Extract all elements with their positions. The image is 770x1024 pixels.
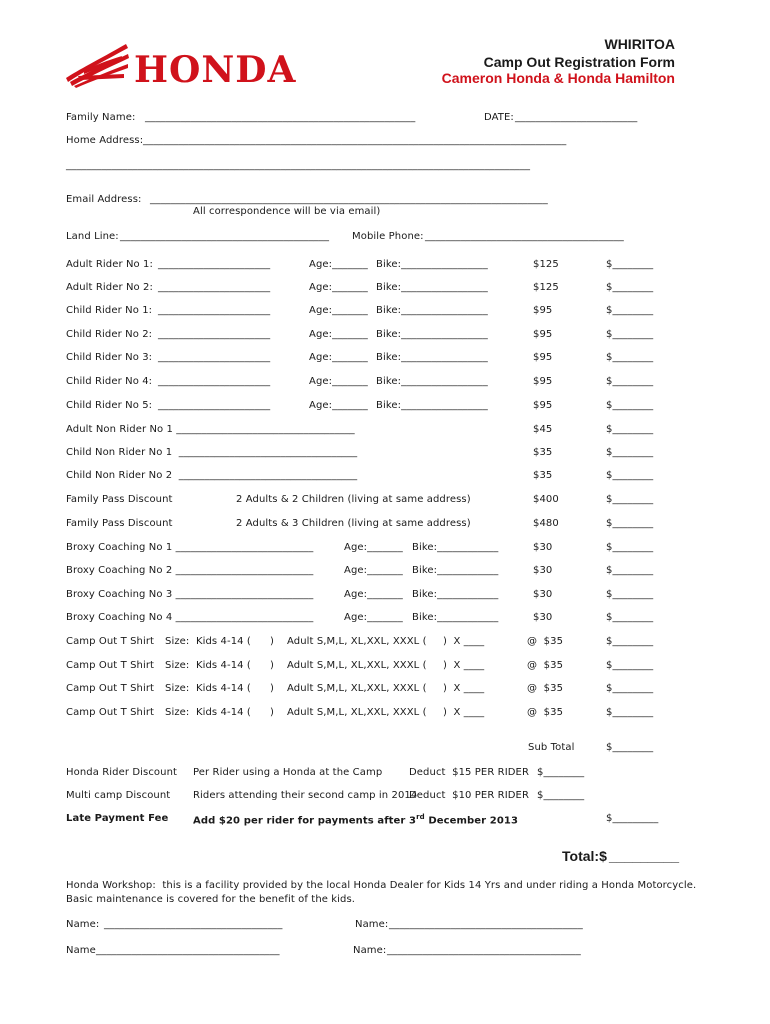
late-fee-label: Late Payment Fee xyxy=(66,813,169,824)
non-rider-amount-field[interactable]: $________ xyxy=(606,447,654,458)
rider-label: Child Rider No 2: xyxy=(66,329,153,340)
workshop-name-label: Name: xyxy=(355,919,389,930)
rider-bike-field[interactable]: Bike:_________________ xyxy=(376,376,488,387)
family-pass-label: Family Pass Discount xyxy=(66,518,173,529)
rider-bike-field[interactable]: Bike:_________________ xyxy=(376,282,488,293)
coaching-name-field[interactable]: Broxy Coaching No 2 ___________________________ xyxy=(66,565,314,576)
rider-name-field[interactable]: ______________________ xyxy=(158,305,271,316)
tshirt-kids-size-field[interactable]: Size: Kids 4-14 ( xyxy=(165,707,251,718)
workshop-name-field[interactable]: ______________________________________ xyxy=(387,945,581,956)
coaching-price: $30 xyxy=(533,589,553,600)
coaching-bike-field[interactable]: Bike:____________ xyxy=(412,542,499,553)
email-note: All correspondence will be via email) xyxy=(193,206,381,217)
coaching-age-field[interactable]: Age:_______ xyxy=(344,565,403,576)
tshirt-label: Camp Out T Shirt xyxy=(66,707,155,718)
total-field[interactable]: _________ xyxy=(609,848,680,864)
tshirt-amount-field[interactable]: $________ xyxy=(606,683,654,694)
tshirt-label: Camp Out T Shirt xyxy=(66,660,155,671)
tshirt-label: Camp Out T Shirt xyxy=(66,636,155,647)
subtotal-label: Sub Total xyxy=(528,742,575,753)
late-fee-field[interactable]: $_________ xyxy=(606,813,659,824)
coaching-amount-field[interactable]: $________ xyxy=(606,565,654,576)
coaching-age-field[interactable]: Age:_______ xyxy=(344,542,403,553)
coaching-amount-field[interactable]: $________ xyxy=(606,612,654,623)
discount-desc: Riders attending their second camp in 2014 xyxy=(193,790,418,801)
rider-age-field[interactable]: Age:_______ xyxy=(309,400,368,411)
coaching-price: $30 xyxy=(533,542,553,553)
mobile-label: Mobile Phone: xyxy=(352,231,424,242)
rider-age-field[interactable]: Age:_______ xyxy=(309,329,368,340)
dealer-names: Cameron Honda & Honda Hamilton xyxy=(441,70,675,86)
tshirt-label: Camp Out T Shirt xyxy=(66,683,155,694)
family-pass-amount-field[interactable]: $________ xyxy=(606,518,654,529)
tshirt-kids-close: ) xyxy=(270,636,275,647)
tshirt-qty-field[interactable]: ) X ____ xyxy=(443,707,485,718)
form-title: WHIRITOA xyxy=(604,36,675,52)
workshop-name-label: Name: xyxy=(353,945,387,956)
rider-age-field[interactable]: Age:_______ xyxy=(309,305,368,316)
rider-age-field[interactable]: Age:_______ xyxy=(309,352,368,363)
rider-name-field[interactable]: ______________________ xyxy=(158,400,271,411)
tshirt-kids-close: ) xyxy=(270,683,275,694)
rider-bike-field[interactable]: Bike:_________________ xyxy=(376,352,488,363)
rider-name-field[interactable]: ______________________ xyxy=(158,376,271,387)
discount-deduct: Deduct $10 PER RIDER xyxy=(409,790,530,801)
coaching-name-field[interactable]: Broxy Coaching No 1 ___________________________ xyxy=(66,542,314,553)
tshirt-kids-close: ) xyxy=(270,660,275,671)
date-label: DATE: xyxy=(484,112,514,123)
tshirt-kids-size-field[interactable]: Size: Kids 4-14 ( xyxy=(165,683,251,694)
home-address-field-2[interactable]: ___________________________________________________________________________________________ xyxy=(66,160,531,171)
tshirt-adult-size-field[interactable]: Adult S,M,L, XL,XXL, XXXL ( xyxy=(287,683,427,694)
discount-amount-field[interactable]: $________ xyxy=(537,790,585,801)
rider-age-field[interactable]: Age:_______ xyxy=(309,282,368,293)
coaching-bike-field[interactable]: Bike:____________ xyxy=(412,612,499,623)
tshirt-amount-field[interactable]: $________ xyxy=(606,660,654,671)
rider-price: $95 xyxy=(533,400,553,411)
rider-name-field[interactable]: ______________________ xyxy=(158,352,271,363)
tshirt-adult-size-field[interactable]: Adult S,M,L, XL,XXL, XXXL ( xyxy=(287,660,427,671)
non-rider-price: $35 xyxy=(533,447,553,458)
late-fee-desc: Add $20 per rider for payments after 3rd December 2013 xyxy=(193,813,519,827)
tshirt-kids-size-field[interactable]: Size: Kids 4-14 ( xyxy=(165,636,251,647)
tshirt-qty-field[interactable]: ) X ____ xyxy=(443,660,485,671)
discount-label: Honda Rider Discount xyxy=(66,767,178,778)
rider-price: $125 xyxy=(533,259,559,270)
email-field[interactable]: ______________________________________________________________________________ xyxy=(150,194,548,205)
workshop-name-field[interactable]: ___________________________________ xyxy=(104,919,283,930)
rider-price: $95 xyxy=(533,352,553,363)
coaching-age-field[interactable]: Age:_______ xyxy=(344,612,403,623)
rider-label: Child Rider No 3: xyxy=(66,352,153,363)
rider-amount-field[interactable]: $________ xyxy=(606,282,654,293)
rider-label: Child Rider No 4: xyxy=(66,376,153,387)
rider-amount-field[interactable]: $________ xyxy=(606,329,654,340)
subtotal-field[interactable]: $________ xyxy=(606,742,654,753)
rider-bike-field[interactable]: Bike:_________________ xyxy=(376,259,488,270)
non-rider-field[interactable]: Child Non Rider No 2 ___________________________________ xyxy=(66,470,358,481)
coaching-price: $30 xyxy=(533,612,553,623)
date-field[interactable]: ________________________ xyxy=(515,112,638,123)
coaching-bike-field[interactable]: Bike:____________ xyxy=(412,589,499,600)
non-rider-amount-field[interactable]: $________ xyxy=(606,424,654,435)
rider-age-field[interactable]: Age:_______ xyxy=(309,259,368,270)
rider-amount-field[interactable]: $________ xyxy=(606,352,654,363)
coaching-amount-field[interactable]: $________ xyxy=(606,542,654,553)
honda-logo xyxy=(64,40,340,88)
coaching-price: $30 xyxy=(533,565,553,576)
tshirt-price: @ $35 xyxy=(527,636,564,647)
coaching-age-field[interactable]: Age:_______ xyxy=(344,589,403,600)
discount-label: Multi camp Discount xyxy=(66,790,171,801)
tshirt-adult-size-field[interactable]: Adult S,M,L, XL,XXL, XXXL ( xyxy=(287,707,427,718)
rider-price: $95 xyxy=(533,305,553,316)
honda-wordmark: HONDA xyxy=(134,49,297,88)
rider-amount-field[interactable]: $________ xyxy=(606,305,654,316)
discount-desc: Per Rider using a Honda at the Camp xyxy=(193,767,383,778)
total-label: Total:$ xyxy=(562,848,607,864)
family-pass-desc: 2 Adults & 3 Children (living at same address) xyxy=(236,518,471,529)
coaching-bike-field[interactable]: Bike:____________ xyxy=(412,565,499,576)
coaching-name-field[interactable]: Broxy Coaching No 3 ___________________________ xyxy=(66,589,314,600)
rider-label: Child Rider No 5: xyxy=(66,400,153,411)
workshop-name-label: Name: xyxy=(66,919,100,930)
rider-bike-field[interactable]: Bike:_________________ xyxy=(376,400,488,411)
rider-price: $95 xyxy=(533,329,553,340)
landline-field[interactable]: _________________________________________ xyxy=(120,231,330,242)
non-rider-field[interactable]: Child Non Rider No 1 ___________________________________ xyxy=(66,447,358,458)
home-address-label: Home Address: xyxy=(66,135,144,146)
tshirt-qty-field[interactable]: ) X ____ xyxy=(443,683,485,694)
family-name-field[interactable]: _____________________________________________________ xyxy=(145,112,416,123)
family-pass-amount-field[interactable]: $________ xyxy=(606,494,654,505)
tshirt-kids-size-field[interactable]: Size: Kids 4-14 ( xyxy=(165,660,251,671)
rider-price: $125 xyxy=(533,282,559,293)
home-address-field[interactable]: ___________________________________________________________________________________ xyxy=(143,135,567,146)
discount-deduct: Deduct $15 PER RIDER xyxy=(409,767,530,778)
tshirt-adult-size-field[interactable]: Adult S,M,L, XL,XXL, XXXL ( xyxy=(287,636,427,647)
rider-name-field[interactable]: ______________________ xyxy=(158,259,271,270)
coaching-name-field[interactable]: Broxy Coaching No 4 ___________________________ xyxy=(66,612,314,623)
discount-amount-field[interactable]: $________ xyxy=(537,767,585,778)
rider-label: Child Rider No 1: xyxy=(66,305,153,316)
workshop-note-line1: Honda Workshop: this is a facility provided by the local Honda Dealer for Kids 14 Yrs and under riding a Honda Motorcycle. xyxy=(66,880,697,891)
rider-amount-field[interactable]: $________ xyxy=(606,400,654,411)
tshirt-price: @ $35 xyxy=(527,660,564,671)
coaching-amount-field[interactable]: $________ xyxy=(606,589,654,600)
rider-amount-field[interactable]: $________ xyxy=(606,376,654,387)
rider-bike-field[interactable]: Bike:_________________ xyxy=(376,329,488,340)
rider-age-field[interactable]: Age:_______ xyxy=(309,376,368,387)
family-pass-price: $480 xyxy=(533,518,559,529)
non-rider-price: $35 xyxy=(533,470,553,481)
family-pass-label: Family Pass Discount xyxy=(66,494,173,505)
honda-wing-icon xyxy=(66,44,129,88)
workshop-name-field[interactable]: ____________________________________ xyxy=(96,945,280,956)
tshirt-amount-field[interactable]: $________ xyxy=(606,636,654,647)
rider-price: $95 xyxy=(533,376,553,387)
landline-label: Land Line: xyxy=(66,231,119,242)
tshirt-kids-close: ) xyxy=(270,707,275,718)
non-rider-field[interactable]: Adult Non Rider No 1 ___________________________________ xyxy=(66,424,355,435)
rider-amount-field[interactable]: $________ xyxy=(606,259,654,270)
family-name-label: Family Name: xyxy=(66,112,136,123)
tshirt-price: @ $35 xyxy=(527,683,564,694)
family-pass-desc: 2 Adults & 2 Children (living at same address) xyxy=(236,494,471,505)
rider-label: Adult Rider No 1: xyxy=(66,259,153,270)
mobile-field[interactable]: _______________________________________ xyxy=(425,231,624,242)
workshop-note-line2: Basic maintenance is covered for the benefit of the kids. xyxy=(66,894,356,905)
tshirt-qty-field[interactable]: ) X ____ xyxy=(443,636,485,647)
workshop-name-field[interactable]: ______________________________________ xyxy=(389,919,583,930)
family-pass-price: $400 xyxy=(533,494,559,505)
non-rider-amount-field[interactable]: $________ xyxy=(606,470,654,481)
rider-label: Adult Rider No 2: xyxy=(66,282,153,293)
tshirt-price: @ $35 xyxy=(527,707,564,718)
email-label: Email Address: xyxy=(66,194,142,205)
workshop-name-label: Name xyxy=(66,945,96,956)
tshirt-amount-field[interactable]: $________ xyxy=(606,707,654,718)
form-subtitle: Camp Out Registration Form xyxy=(483,54,675,70)
rider-bike-field[interactable]: Bike:_________________ xyxy=(376,305,488,316)
rider-name-field[interactable]: ______________________ xyxy=(158,329,271,340)
rider-name-field[interactable]: ______________________ xyxy=(158,282,271,293)
non-rider-price: $45 xyxy=(533,424,553,435)
